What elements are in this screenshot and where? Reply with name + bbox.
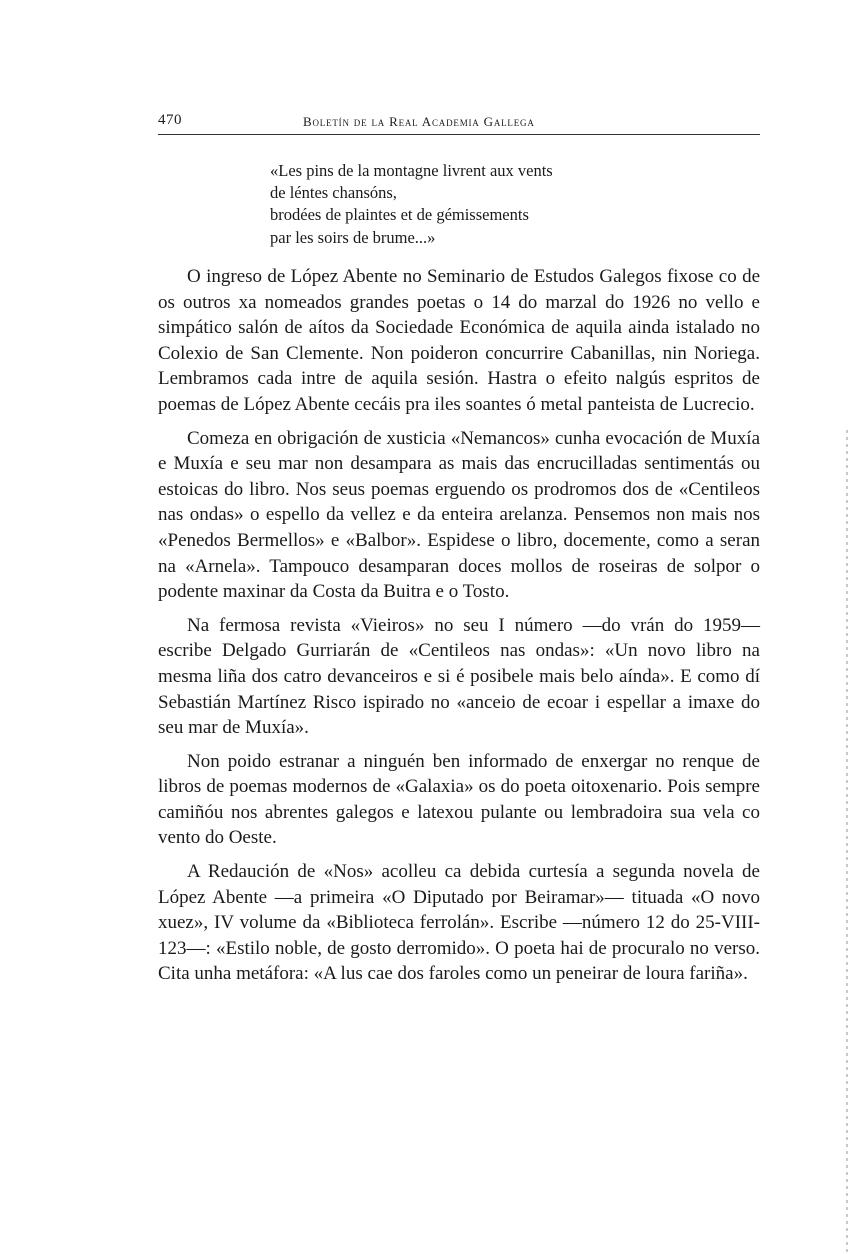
epigraph-line: brodées de plaintes et de gémissements	[270, 205, 529, 225]
paragraph: Na fermosa revista «Vieiros» no seu I número —do vrán do 1959— escribe Delgado Gurriarán de «Centileos nas ondas»: «Un novo libro na mesma liña dos catro devanceiros e si é posibele mais belo aínda». E como dí Sebastián Martínez Risco ispirado no «anceio de ecoar i espellar a imaxe do seu mar de Muxía».	[158, 614, 760, 739]
epigraph-line: par les soirs de brume...»	[270, 227, 436, 247]
scan-edge-divider	[846, 430, 848, 1254]
article-body	[158, 264, 760, 995]
running-title: Boletín de la Real Academia Gallega	[303, 114, 535, 129]
paragraph: Comeza en obrigación de xusticia «Nemancos» cunha evocación de Muxía e Muxía e seu mar non desampara as mais das encrucilladas sentimentás ou estoicas do libro. Nos seus poemas erguendo os prodromos dos de «Centileos nas ondas» o espello da vellez e da enteira arelanza. Pensemos non mais nos «Penedos Bermellos» e «Balbor». Espidese o libro, docemente, como a seran na «Arnela». Tampouco desamparan doces mollos de roseiras de solpor o podente maxinar da Costa da Buitra e o Tosto.	[158, 427, 760, 603]
epigraph-quote	[270, 160, 670, 249]
paragraph: Non poido estranar a ninguén ben informado de enxergar no renque de libros de poemas modernos de «Galaxia» os do poeta oitoxenario. Pois sempre camiñóu nos abrentes galegos e latexou pulante ou lembradoira sua vela co vento do Oeste.	[158, 750, 760, 849]
paragraph: O ingreso de López Abente no Seminario de Estudos Galegos fixose co de os outros xa nomeados grandes poetas o 14 do marzal do 1926 no vello e simpático salón de aítos da Sociedade Económica de aquila ainda istalado no Colexio de San Clemente. Non poideron concurrire Cabanillas, nin Noriega. Lembramos cada intre de aquila sesión. Hastra o efeito nalgús espritos de poemas de López Abente cecáis pra iles soantes ó metal panteista de Lucrecio.	[158, 266, 760, 415]
page-header	[158, 110, 760, 135]
page-number: 470	[158, 112, 182, 128]
paragraph: A Redaución de «Nos» acolleu ca debida curtesía a segunda novela de López Abente —a primeira «O Diputado por Beiramar»— tituada «O novo xuez», IV volume da «Biblioteca ferrolán». Escribe —número 12 do 25-VIII-123—: «Estilo noble, de gosto derromido». O poeta hai de procuralo no verso. Cita unha metáfora: «A lus cae dos faroles como un peneirar de loura fariña».	[158, 861, 760, 985]
epigraph-line: «Les pins de la montagne livrent aux vents	[270, 161, 553, 180]
epigraph-line: de léntes chansóns,	[270, 183, 397, 203]
